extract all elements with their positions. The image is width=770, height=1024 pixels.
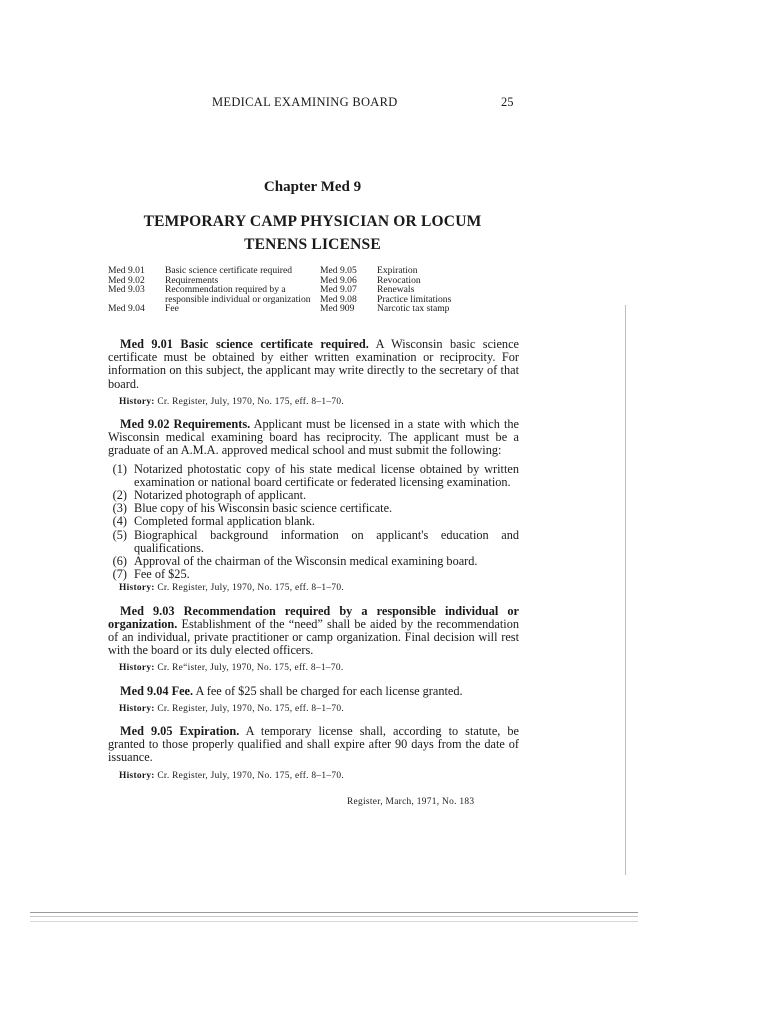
history-note [119,662,519,675]
contents-text: Recommendation required by a responsible individual or organization [165,284,311,305]
section-med-9-02 [108,418,519,458]
history-text: Cr. Register, July, 1970, No. 175, eff. 8–1–70. [154,396,345,407]
list-item [108,515,519,528]
section-med-9-01 [108,338,519,391]
list-item-text: Notarized photograph of applicant. [134,488,307,503]
list-item-text: Biographical background information on applicant's education and qualifications. [134,527,519,555]
list-item-number: (5) [112,527,127,542]
chapter-heading: Chapter Med 9 [263,179,362,195]
section-med-9-04 [108,685,519,698]
section-text: Establishment of the “need” shall be aided by the recommendation of an individual, private practitioner or camp organization. Final decision will rest with the board or its duly elected officers. [108,616,519,658]
bottom-rule [30,912,638,913]
list-item-text: Blue copy of his Wisconsin basic science certificate. [134,501,393,516]
bottom-rule [30,921,638,922]
section-text: Applicant must be licensed in a state with which the Wisconsin medical examining board has reciprocity. The applicant must be a graduate of an A.M.A. approved medical school and must submit the following: [108,417,519,458]
contents-number: Med 9.08 [320,293,357,305]
list-item [108,529,519,555]
list-item-number: (2) [112,488,127,503]
section-heading: Med 9.01 Basic science certificate required. [120,337,369,351]
document-body [108,338,519,792]
list-item-number: (3) [112,501,127,516]
history-label: History: [119,583,155,594]
running-title: MEDICAL EXAMINING BOARD [212,95,398,109]
contents-number: Med 9.02 [108,274,145,286]
history-note [119,396,519,409]
contents-entry [108,304,318,314]
contents-text: Revocation [377,274,421,286]
history-label: History: [119,396,155,407]
list-item-number: (4) [112,514,127,529]
history-text: Cr. Register, July, 1970, No. 175, eff. 8–1–70. [154,770,345,781]
bottom-rule [30,916,638,917]
list-item-number: (1) [112,461,127,476]
list-item [108,463,519,489]
requirements-list [108,463,519,582]
contents-number: Med 9.01 [108,265,145,276]
history-label: History: [119,770,155,781]
list-item-text: Fee of $25. [134,567,190,582]
history-text: Cr. Re“ister, July, 1970, No. 175, eff. 8–1–70. [154,663,344,674]
contents-text: Basic science certificate required [165,265,293,276]
contents-number: Med 9.05 [320,265,357,276]
section-med-9-03 [108,605,519,658]
section-text: A temporary license shall, according to statute, be granted to those properly qualified and shall expire after 90 days from the date of issuance. [108,724,520,765]
list-item-text: Approval of the chairman of the Wisconsin medical examining board. [134,554,478,569]
list-item-text: Notarized photostatic copy of his state medical license obtained by written examination or national board certificate or federated licensing examination. [134,461,519,489]
contents-entry [108,285,318,304]
history-note [119,582,519,595]
contents-number: Med 9.03 [108,284,145,296]
contents-entry [320,304,520,314]
contents-number: Med 9.06 [320,274,357,286]
contents-text: Narcotic tax stamp [377,303,450,315]
chapter-title-line-1: TEMPORARY CAMP PHYSICIAN OR LOCUM [143,213,482,230]
section-heading: Med 9.03 Recommendation required by a responsible individual or organization. [108,603,519,631]
chapter-title [0,210,625,256]
register-note: Register, March, 1971, No. 183 [347,797,475,807]
chapter-title-line-2: TENENS LICENSE [244,236,381,253]
list-item-number: (7) [112,567,127,582]
contents-text: Renewals [377,284,415,296]
contents-right-column [320,266,520,314]
contents-number: Med 9.04 [108,303,145,315]
margin-rule [625,305,626,875]
contents-text: Practice limitations [377,293,452,305]
section-text: A fee of $25 shall be charged for each license granted. [193,683,463,698]
contents-left-column [108,266,318,314]
contents-text: Expiration [377,265,418,276]
section-heading: Med 9.05 Expiration. [120,724,240,739]
history-text: Cr. Register, July, 1970, No. 175, eff. 8–1–70. [154,583,345,594]
list-item [108,568,519,581]
history-text: Cr. Register, July, 1970, No. 175, eff. 8–1–70. [154,703,345,714]
contents-text: Requirements [165,274,219,286]
contents-number: Med 9.07 [320,284,357,296]
list-item-text: Completed formal application blank. [134,514,315,529]
section-text: A Wisconsin basic science certificate must be obtained by either written examination or reciprocity. For information on this subject, the applicant may write directly to the secretary of that board. [108,337,519,391]
section-heading: Med 9.04 Fee. [120,683,194,698]
history-label: History: [119,663,155,674]
history-label: History: [119,703,155,714]
contents-number: Med 909 [320,303,355,315]
list-item-number: (6) [112,554,127,569]
section-heading: Med 9.02 Requirements. [120,417,251,432]
page-number: 25 [501,95,514,109]
history-note [119,770,519,783]
section-med-9-05 [108,725,519,765]
contents-text: Fee [165,303,179,315]
history-note [119,703,519,716]
